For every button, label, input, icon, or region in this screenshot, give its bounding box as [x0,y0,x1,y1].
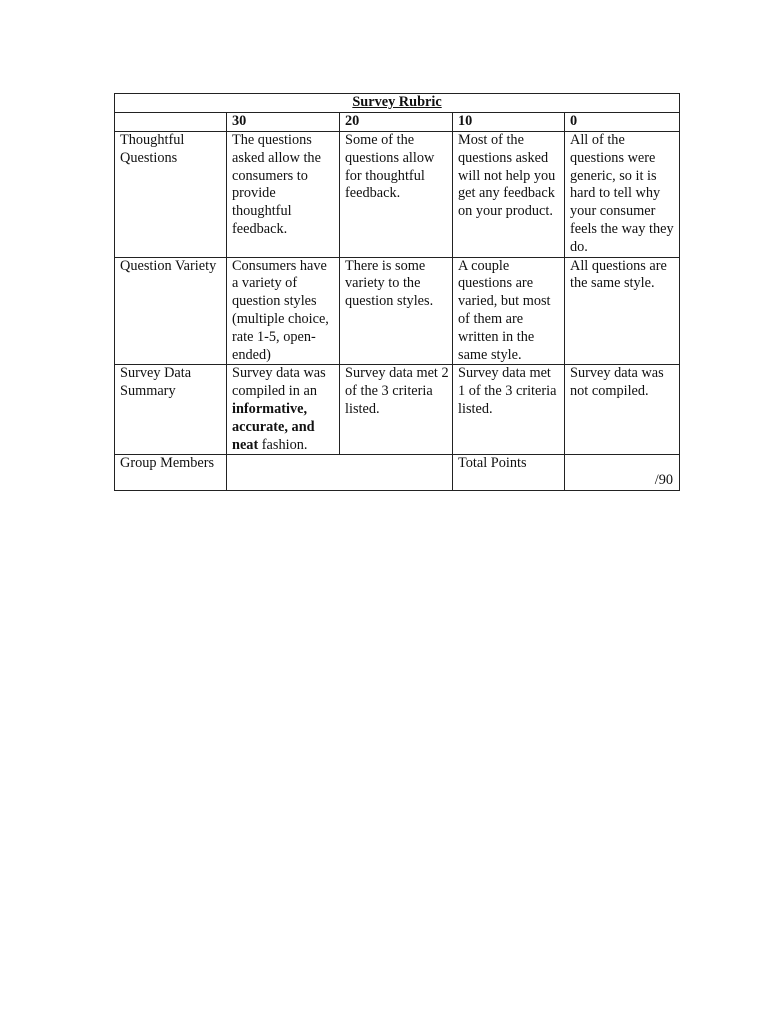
criterion-label: Question Variety [115,257,227,365]
criterion-cell-0: All questions are the same style. [565,257,680,365]
criterion-cell-10: Survey data met 1 of the 3 criteria listed. [453,365,565,455]
total-points-field [565,455,680,491]
title-row [115,94,680,113]
group-members-label: Group Members [115,455,227,491]
criterion-cell-10: Most of the questions asked will not help you get any feedback on your product. [453,132,565,258]
criterion-cell-20: Survey data met 2 of the 3 criteria listed. [340,365,453,455]
criterion-label: Survey Data Summary [115,365,227,455]
footer-row [115,455,680,491]
criterion-cell-20: Some of the questions allow for thoughtful feedback. [340,132,453,258]
criterion-cell-30 [227,365,340,455]
score-header-row [115,113,680,132]
criterion-row-question-variety [115,257,680,365]
criterion-row-survey-data-summary [115,365,680,455]
total-points-value: /90 [654,472,674,489]
criterion-row-thoughtful-questions [115,132,680,258]
criterion-cell-20: There is some variety to the question styles. [340,257,453,365]
survey-rubric-table [114,93,680,491]
criterion-cell-30: Consumers have a variety of question styles (multiple choice, rate 1-5, open-ended) [227,257,340,365]
criterion-text-before: Survey data was compiled in an [232,365,326,400]
score-header-blank [115,113,227,132]
score-header-30: 30 [227,113,340,132]
total-points-label: Total Points [453,455,565,491]
criterion-text-after: fashion. [258,436,308,453]
score-header-20: 20 [340,113,453,132]
criterion-cell-0: Survey data was not compiled. [565,365,680,455]
score-header-0: 0 [565,113,680,132]
group-members-field [227,455,453,491]
criterion-text-emphasis: informative, accurate, and neat [232,400,315,453]
criterion-cell-0: All of the questions were generic, so it is hard to tell why your consumer feels the way they do. [565,132,680,258]
score-header-10: 10 [453,113,565,132]
criterion-cell-30: The questions asked allow the consumers to provide thoughtful feedback. [227,132,340,258]
criterion-cell-10: A couple questions are varied, but most of them are written in the same style. [453,257,565,365]
criterion-label: Thoughtful Questions [115,132,227,258]
rubric-title: Survey Rubric [115,94,680,113]
